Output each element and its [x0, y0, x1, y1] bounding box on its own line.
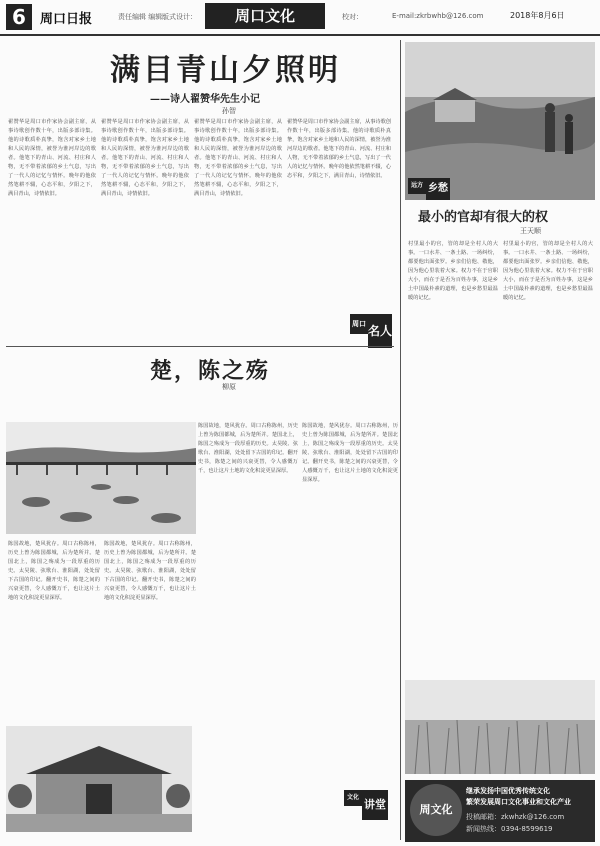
ad-line2: 繁荣发展周口文化事业和文化产业 — [466, 798, 571, 806]
email-line: E-mail:zkrbwhb@126.com — [392, 12, 484, 20]
column-divider — [400, 40, 401, 840]
wheat-field-photo — [405, 680, 595, 774]
section-tag-famous: 名人 — [368, 314, 392, 348]
article1-author: 孙智 — [222, 107, 236, 115]
article2-col2: 村里最小的官，管的却是全村人的大事。一口水井、一条土路、一场纠纷，都要他出面张罗。乡亲们信他、敬他，因为他心里装着大家。权力不在于官职大小，而在于是否为百姓办事，这是乡土中国最朴素的道理，也是乡愁里最温暖的记忆。 — [503, 241, 593, 301]
article3-col4: 陈国故地，楚风犹存。周口古称陈州，历史上曾为陈国都城，后为楚所并。楚国北上，陈国之殇成为一段厚重的历史。太昊陵、弦歌台、淮阳湖，处处留下古国的印记。翻开史书，陈楚之间的兴衰更替，令人感慨万千，也让这片土地的文化积淀更显深厚。 — [104, 541, 196, 601]
article3-col2: 陈国故地，楚风犹存。周口古称陈州，历史上曾为陈国都城，后为楚所并。楚国北上，陈国之殇成为一段厚重的历史。太昊陵、弦歌台、淮阳湖，处处留下古国的印记。翻开史书，陈楚之间的兴衰更替，令人感慨万千，也让这片土地的文化积淀更显深厚。 — [302, 423, 398, 483]
article1-col3: 翟赞华是周口市作家协会副主席，从事诗歌创作数十年，出版多部诗集。他的诗歌质朴真挚，饱含对家乡土地和人民的深情，被誉为淮河岸边的歌者。他笔下的青山、河流、村庄和人物，无不带着浓郁的乡土气息，写出了一代人的记忆与情怀。晚年的他依然笔耕不辍，心态平和，夕阳之下，满目青山，诗情依旧。 — [194, 119, 282, 197]
issue-date: 2018年8月6日 — [510, 11, 565, 20]
culture-logo: 周文化 — [410, 784, 462, 836]
section-divider — [6, 346, 394, 347]
section-tag-lecture: 讲堂 — [362, 790, 388, 820]
editor-line: 责任编辑 编辑： — [118, 13, 170, 21]
article1-title: 满目青山夕照明 — [110, 53, 341, 88]
ad-phone: 新闻热线：0394-8599619 — [466, 825, 553, 833]
article3-author: 柳原 — [222, 383, 236, 391]
section-tag-culture-small: 文化 — [344, 790, 362, 806]
article1-col2: 翟赞华是周口市作家协会副主席，从事诗歌创作数十年，出版多部诗集。他的诗歌质朴真挚，饱含对家乡土地和人民的深情，被誉为淮河岸边的歌者。他笔下的青山、河流、村庄和人物，无不带着浓郁的乡土气息，写出了一代人的记忆与情怀。晚年的他依然笔耕不辍，心态平和，夕阳之下，满目青山，诗情依旧。 — [101, 119, 189, 197]
article1-subtitle: ——诗人翟赞华先生小记 — [150, 94, 260, 105]
page-number: 6 — [6, 4, 32, 30]
article1-col1: 翟赞华是周口市作家协会副主席，从事诗歌创作数十年，出版多部诗集。他的诗歌质朴真挚，饱含对家乡土地和人民的深情，被誉为淮河岸边的歌者。他笔下的青山、河流、村庄和人物，无不带着浓郁的乡土气息，写出了一代人的记忆与情怀。晚年的他依然笔耕不辍，心态平和，夕阳之下，满目青山，诗情依旧。 — [8, 119, 96, 197]
article2-title: 最小的官却有很大的权 — [418, 210, 549, 225]
rural-photo — [405, 42, 595, 200]
ad-email: 投稿邮箱：zkwhzk@126.com — [466, 813, 565, 821]
paper-name: 周口日报 — [40, 12, 93, 27]
ad-line1: 继承发扬中国优秀传统文化 — [466, 787, 550, 795]
section-title: 周口文化 — [205, 3, 325, 29]
column-tag: 乡愁 — [426, 178, 450, 200]
ancient-building-photo — [6, 726, 192, 832]
article1-col4: 翟赞华是周口市作家协会副主席，从事诗歌创作数十年，出版多部诗集。他的诗歌质朴真挚，饱含对家乡土地和人民的深情，被誉为淮河岸边的歌者。他笔下的青山、河流、村庄和人物，无不带着浓郁的乡土气息，写出了一代人的记忆与情怀。晚年的他依然笔耕不辍，心态平和，夕阳之下，满目青山，诗情依旧。 — [287, 119, 391, 179]
article3-title: 楚，陈之殇 — [150, 358, 271, 384]
lake-bridge-photo — [6, 422, 196, 534]
article2-col1: 村里最小的官，管的却是全村人的大事。一口水井、一条土路、一场纠纷，都要他出面张罗。乡亲们信他、敬他，因为他心里装着大家。权力不在于官职大小，而在于是否为百姓办事，这是乡土中国最朴素的道理，也是乡愁里最温暖的记忆。 — [408, 241, 498, 301]
column-tag-small: 远方 — [408, 178, 426, 194]
article3-col1: 陈国故地，楚风犹存。周口古称陈州，历史上曾为陈国都城，后为楚所并。楚国北上，陈国之殇成为一段厚重的历史。太昊陵、弦歌台、淮阳湖，处处留下古国的印记。翻开史书，陈楚之间的兴衰更替，令人感慨万千，也让这片土地的文化积淀更显深厚。 — [198, 423, 298, 474]
section-tag-small: 周口 — [350, 314, 368, 334]
check-line: 校对： — [342, 13, 363, 21]
article2-author: 王天顺 — [520, 227, 541, 235]
design-line: 版式设计： — [162, 13, 197, 21]
article3-col3: 陈国故地，楚风犹存。周口古称陈州，历史上曾为陈国都城，后为楚所并。楚国北上，陈国之殇成为一段厚重的历史。太昊陵、弦歌台、淮阳湖，处处留下古国的印记。翻开史书，陈楚之间的兴衰更替，令人感慨万千，也让这片土地的文化积淀更显深厚。 — [8, 541, 100, 601]
